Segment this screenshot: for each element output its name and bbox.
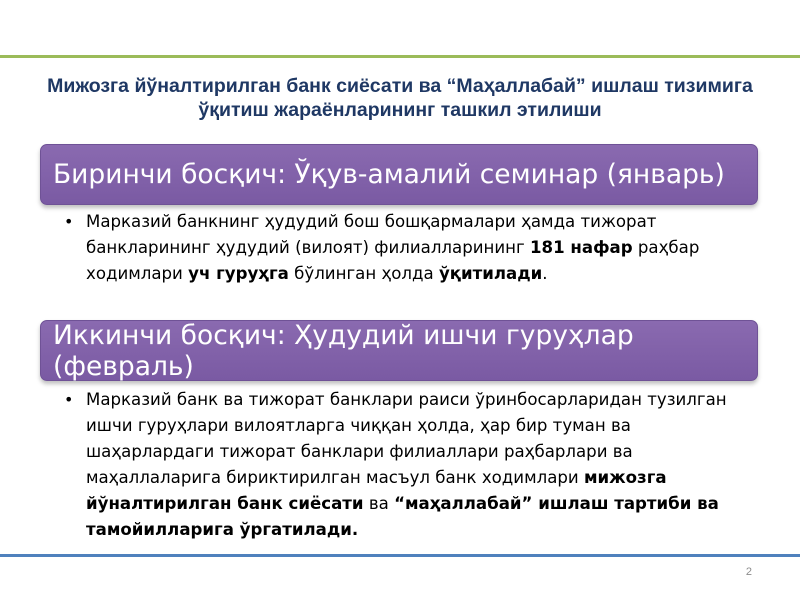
bold-segment: мижозга йўналтирилган банк сиёсати: [86, 468, 667, 513]
stage-1-heading-text: Биринчи босқич: Ўқув-амалий семинар (январь): [53, 159, 725, 190]
bold-segment: 181 нафар: [530, 238, 633, 257]
text-segment: бўлинган ҳолда: [288, 264, 439, 283]
stage-1-bullet: [64, 209, 744, 287]
bold-segment: ўқитилади: [438, 264, 543, 283]
page-number: 2: [745, 566, 752, 578]
text-segment: раҳбар ходимлари: [86, 238, 700, 283]
text-segment: ва: [363, 494, 395, 513]
slide-title: Мижозга йўналтирилган банк сиёсати ва “Маҳаллабай” ишлаш тизимига ўқитиш жараёнларининг ташкил этилиши: [47, 75, 753, 121]
stage-1-heading: [40, 144, 758, 205]
bold-segment: уч гуруҳга: [188, 264, 289, 283]
text-segment: Марказий банкнинг ҳудудий бош бошқармалари ҳамда тижорат банкларининг ҳудудий (вилоят) филиалларининг: [86, 212, 657, 257]
stage-2-heading-text: Иккинчи босқич: Ҳудудий ишчи гуруҳлар (февраль): [53, 319, 634, 382]
stage-2-heading: [40, 320, 758, 381]
bold-segment: “маҳаллабай” ишлаш тартиби ва тамойилларига ўргатилади.: [86, 494, 719, 539]
text-segment: .: [542, 264, 548, 283]
stage-2-bullet: [64, 387, 744, 543]
text-segment: Марказий банк ва тижорат банклари раиси ўринбосарларидан тузилган ишчи гуруҳлари вилоятларга чиққан ҳолда, ҳар бир туман ва шаҳарлардаги тижорат банклари филиаллари раҳбарлари ва маҳаллаларига бириктирилган масъул банк ходимлари: [86, 390, 727, 487]
bullet-marker: •: [64, 390, 74, 409]
bottom-divider: [0, 554, 800, 557]
top-divider: [0, 55, 800, 58]
bullet-marker: •: [64, 212, 74, 231]
